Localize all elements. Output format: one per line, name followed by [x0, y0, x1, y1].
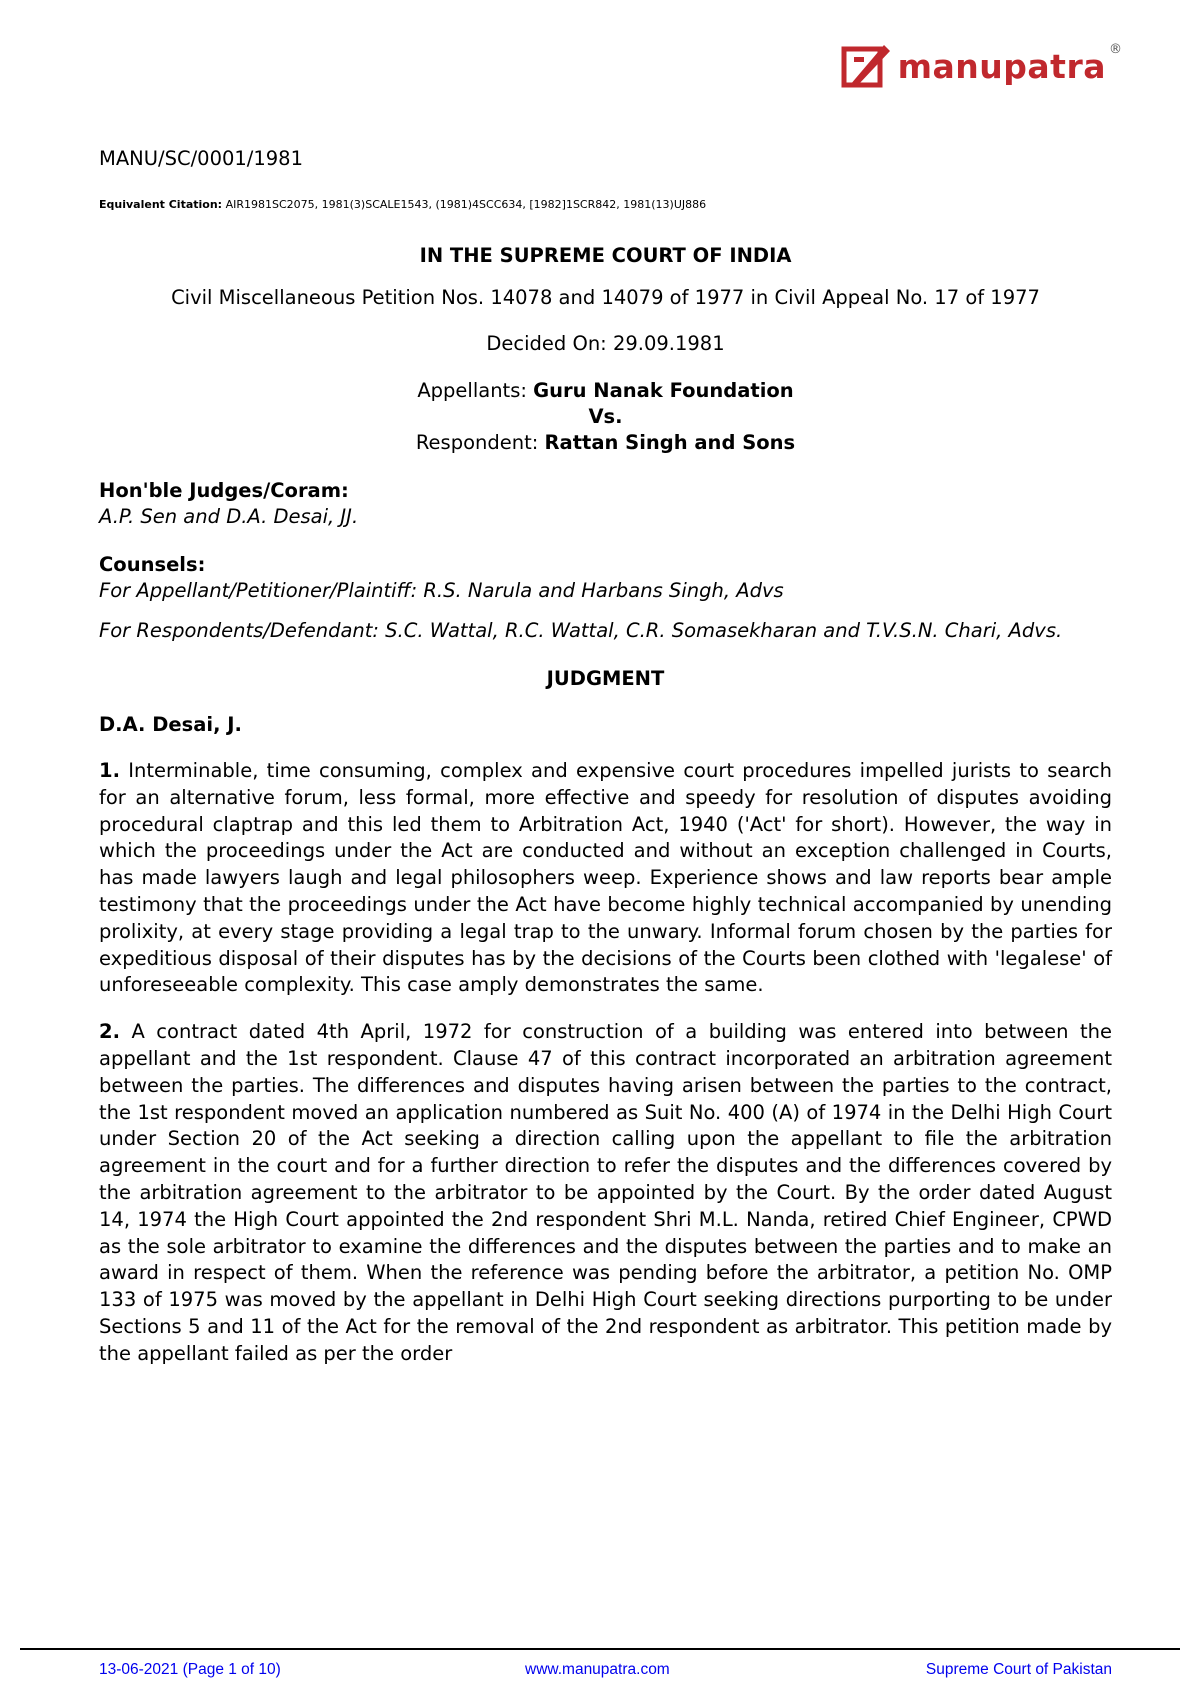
paragraph-number: 1. [99, 759, 120, 782]
document-body [99, 146, 1112, 1368]
versus [99, 404, 1112, 430]
paragraph-text: Interminable, time consuming, complex and expensive court procedures impelled jurists to search for an alternative forum, less formal, more effective and speedy for resolution of disputes avoiding procedural claptrap and this led them to Arbitration Act, 1940 ('Act' for short). However, the way in which the proceedings under the Act are conducted and without an exception challenged in Courts, has made lawyers laugh and legal philosophers weep. Experience shows and law reports bear ample testimony that the proceedings under the Act have become highly technical accompanied by unending prolixity, at every stage providing a legal trap to the unwary. Informal forum chosen by the parties for expeditious disposal of their disputes has by the decisions of the Courts been clothed with 'legalese' of unforeseeable complexity. This case amply demonstrates the same. [99, 759, 1112, 997]
case-number: Civil Miscellaneous Petition Nos. 14078 and 14079 of 1977 in Civil Appeal No. 17 of 1977 [171, 286, 1040, 309]
brand-name: manupatra [897, 46, 1106, 86]
judgment-heading: JUDGMENT [546, 667, 665, 690]
counsel-appellant: For Appellant/Petitioner/Plaintiff: R.S. Narula and Harbans Singh, Advs [99, 579, 784, 602]
paragraph-2 [99, 1019, 1112, 1367]
footer-website-link[interactable]: www.manupatra.com [525, 1661, 670, 1678]
manu-citation-id: MANU/SC/0001/1981 [99, 147, 303, 170]
judgment-author: D.A. Desai, J. [99, 713, 242, 736]
versus-label: Vs. [588, 405, 623, 428]
equivalent-citation-label: Equivalent Citation: [99, 198, 223, 211]
footer-licensee: Supreme Court of Pakistan [925, 1661, 1112, 1678]
equivalent-citation-value: AIR1981SC2075, 1981(3)SCALE1543, (1981)4SCC634, [1982]1SCR842, 1981(13)UJ886 [222, 198, 707, 211]
court-name: IN THE SUPREME COURT OF INDIA [419, 244, 792, 267]
paragraph-number: 2. [99, 1020, 120, 1044]
appellants-line [99, 378, 1112, 404]
footer-divider [20, 1648, 1180, 1650]
registered-mark: ® [1109, 42, 1122, 57]
respondent-line [99, 430, 1112, 456]
manupatra-logo [840, 40, 1122, 92]
respondent-name: Rattan Singh and Sons [544, 431, 796, 454]
appellants-label: Appellants: [417, 379, 534, 402]
parties-block [99, 378, 1112, 456]
judges-heading: Hon'ble Judges/Coram: [99, 479, 349, 502]
counsel-respondent: For Respondents/Defendant: S.C. Wattal, R.C. Wattal, C.R. Somasekharan and T.V.S.N. Chari, Advs. [99, 619, 1063, 642]
equivalent-citation [99, 198, 1112, 212]
decided-date: Decided On: 29.09.1981 [486, 332, 725, 355]
counsels-heading: Counsels: [99, 553, 206, 576]
respondent-label: Respondent: [415, 431, 545, 454]
appellants-name: Guru Nanak Foundation [533, 379, 794, 402]
manupatra-logo-icon [840, 41, 892, 91]
judges-names: A.P. Sen and D.A. Desai, JJ. [99, 505, 359, 528]
paragraph-1 [99, 758, 1112, 999]
paragraph-text: A contract dated 4th April, 1972 for construction of a building was entered into between the appellant and the 1st respondent. Clause 47 of this contract incorporated an arbitration agreement between the parties. The differences and disputes having arisen between the parties to the contract, the 1st respondent moved an application numbered as Suit No. 400 (A) of 1974 in the Delhi High Court under Section 20 of the Act seeking a direction calling upon the appellant to file the arbitration agreement in the court and for a further direction to refer the disputes and the differences covered by the arbitration agreement to the arbitrator to be appointed by the Court. By the order dated August 14, 1974 the High Court appointed the 2nd respondent Shri M.L. Nanda, retired Chief Engineer, CPWD as the sole arbitrator to examine the differences and the disputes between the parties and to make an award in respect of them. When the reference was pending before the arbitrator, a petition No. OMP 133 of 1975 was moved by the appellant in Delhi High Court seeking directions purporting to be under Sections 5 and 11 of the Act for the removal of the 2nd respondent as arbitrator. This petition made by the appellant failed as per the order [99, 1020, 1112, 1365]
footer-page-info: 13-06-2021 (Page 1 of 10) [99, 1661, 281, 1678]
